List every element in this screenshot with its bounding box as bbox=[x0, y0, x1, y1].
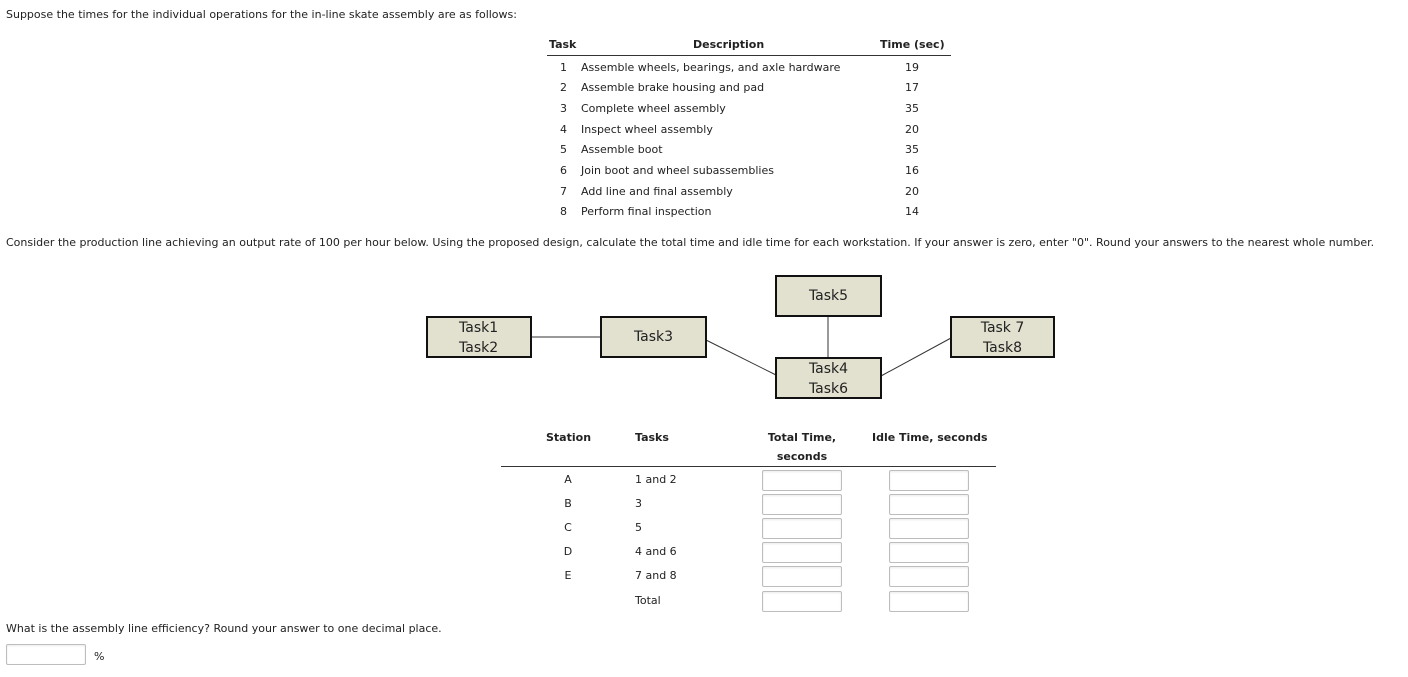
box-label: Task1 bbox=[459, 320, 499, 336]
tasks-header: Tasks bbox=[635, 431, 669, 444]
station-box-a bbox=[426, 316, 532, 358]
station-box-e bbox=[950, 316, 1055, 358]
box-label: Task5 bbox=[808, 288, 849, 304]
total-time-input-c[interactable] bbox=[762, 518, 842, 539]
efficiency-input[interactable] bbox=[6, 644, 86, 665]
total-time-input-a[interactable] bbox=[762, 470, 842, 491]
description-header: Description bbox=[693, 38, 765, 51]
task-time: 19 bbox=[905, 61, 919, 74]
station-label: E bbox=[564, 569, 572, 582]
percent-unit: % bbox=[94, 650, 105, 663]
task-desc: Assemble wheels, bearings, and axle hardware bbox=[581, 61, 841, 74]
station-label: A bbox=[564, 473, 572, 486]
box-label: Task3 bbox=[633, 329, 674, 345]
idle-time-input-b[interactable] bbox=[889, 494, 969, 515]
station-box-b bbox=[600, 316, 707, 358]
station-table-rule bbox=[501, 466, 996, 467]
intro-text: Suppose the times for the individual operations for the in-line skate assembly are as follows: bbox=[6, 8, 517, 21]
task-time: 20 bbox=[905, 185, 919, 198]
box-label: Task6 bbox=[808, 381, 849, 397]
idle-time-input-d[interactable] bbox=[889, 542, 969, 563]
station-label: C bbox=[564, 521, 572, 534]
task-num: 2 bbox=[560, 81, 567, 94]
task-num: 1 bbox=[560, 61, 567, 74]
station-box-c bbox=[775, 275, 882, 317]
time-header: Time (sec) bbox=[880, 38, 945, 51]
idle-time-header: Idle Time, seconds bbox=[872, 431, 988, 444]
box-label: Task2 bbox=[459, 340, 499, 356]
task-desc: Assemble boot bbox=[581, 143, 663, 156]
task-num: 8 bbox=[560, 205, 567, 218]
task-header: Task bbox=[549, 38, 577, 51]
idle-time-input-e[interactable] bbox=[889, 566, 969, 587]
task-num: 6 bbox=[560, 164, 567, 177]
connector-line bbox=[706, 340, 776, 375]
task-time: 14 bbox=[905, 205, 919, 218]
task-time: 20 bbox=[905, 123, 919, 136]
connector-line bbox=[881, 338, 951, 376]
task-desc: Join boot and wheel subassemblies bbox=[581, 164, 774, 177]
total-label: Total bbox=[635, 594, 661, 607]
task-num: 4 bbox=[560, 123, 567, 136]
station-header: Station bbox=[546, 431, 592, 444]
station-tasks: 3 bbox=[635, 497, 642, 510]
task-desc: Inspect wheel assembly bbox=[581, 123, 713, 136]
station-tasks: 5 bbox=[635, 521, 642, 534]
idle-time-input-a[interactable] bbox=[889, 470, 969, 491]
efficiency-question: What is the assembly line efficiency? Round your answer to one decimal place. bbox=[6, 622, 442, 635]
instruction-text: Consider the production line achieving an output rate of 100 per hour below. Using the proposed design, calculate the total time and idle time for each workstation. If your answer is zero, enter "0". Round your answers to the nearest whole number. bbox=[6, 236, 1375, 249]
station-tasks: 7 and 8 bbox=[635, 569, 677, 582]
total-time-input-b[interactable] bbox=[762, 494, 842, 515]
task-desc: Assemble brake housing and pad bbox=[581, 81, 765, 94]
total-time-input-d[interactable] bbox=[762, 542, 842, 563]
station-box-d bbox=[775, 357, 882, 399]
task-num: 7 bbox=[560, 185, 567, 198]
station-tasks: 1 and 2 bbox=[635, 473, 677, 486]
idle-time-input-total[interactable] bbox=[889, 591, 969, 612]
task-time: 35 bbox=[905, 102, 919, 115]
box-label: Task4 bbox=[808, 361, 849, 377]
task-time: 35 bbox=[905, 143, 919, 156]
total-time-input-e[interactable] bbox=[762, 566, 842, 587]
task-desc: Add line and final assembly bbox=[581, 185, 733, 198]
task-num: 5 bbox=[560, 143, 567, 156]
station-label: B bbox=[564, 497, 572, 510]
task-time: 16 bbox=[905, 164, 919, 177]
total-time-header-line1: Total Time, bbox=[767, 431, 837, 444]
station-label: D bbox=[563, 545, 573, 558]
box-label: Task8 bbox=[982, 340, 1023, 356]
task-num: 3 bbox=[560, 102, 567, 115]
station-tasks: 4 and 6 bbox=[635, 545, 677, 558]
task-time: 17 bbox=[905, 81, 919, 94]
total-time-input-total[interactable] bbox=[762, 591, 842, 612]
idle-time-input-c[interactable] bbox=[889, 518, 969, 539]
total-time-header-line2: seconds bbox=[776, 450, 828, 463]
task-desc: Complete wheel assembly bbox=[581, 102, 726, 115]
box-label: Task 7 bbox=[980, 320, 1025, 336]
task-desc: Perform final inspection bbox=[581, 205, 712, 218]
